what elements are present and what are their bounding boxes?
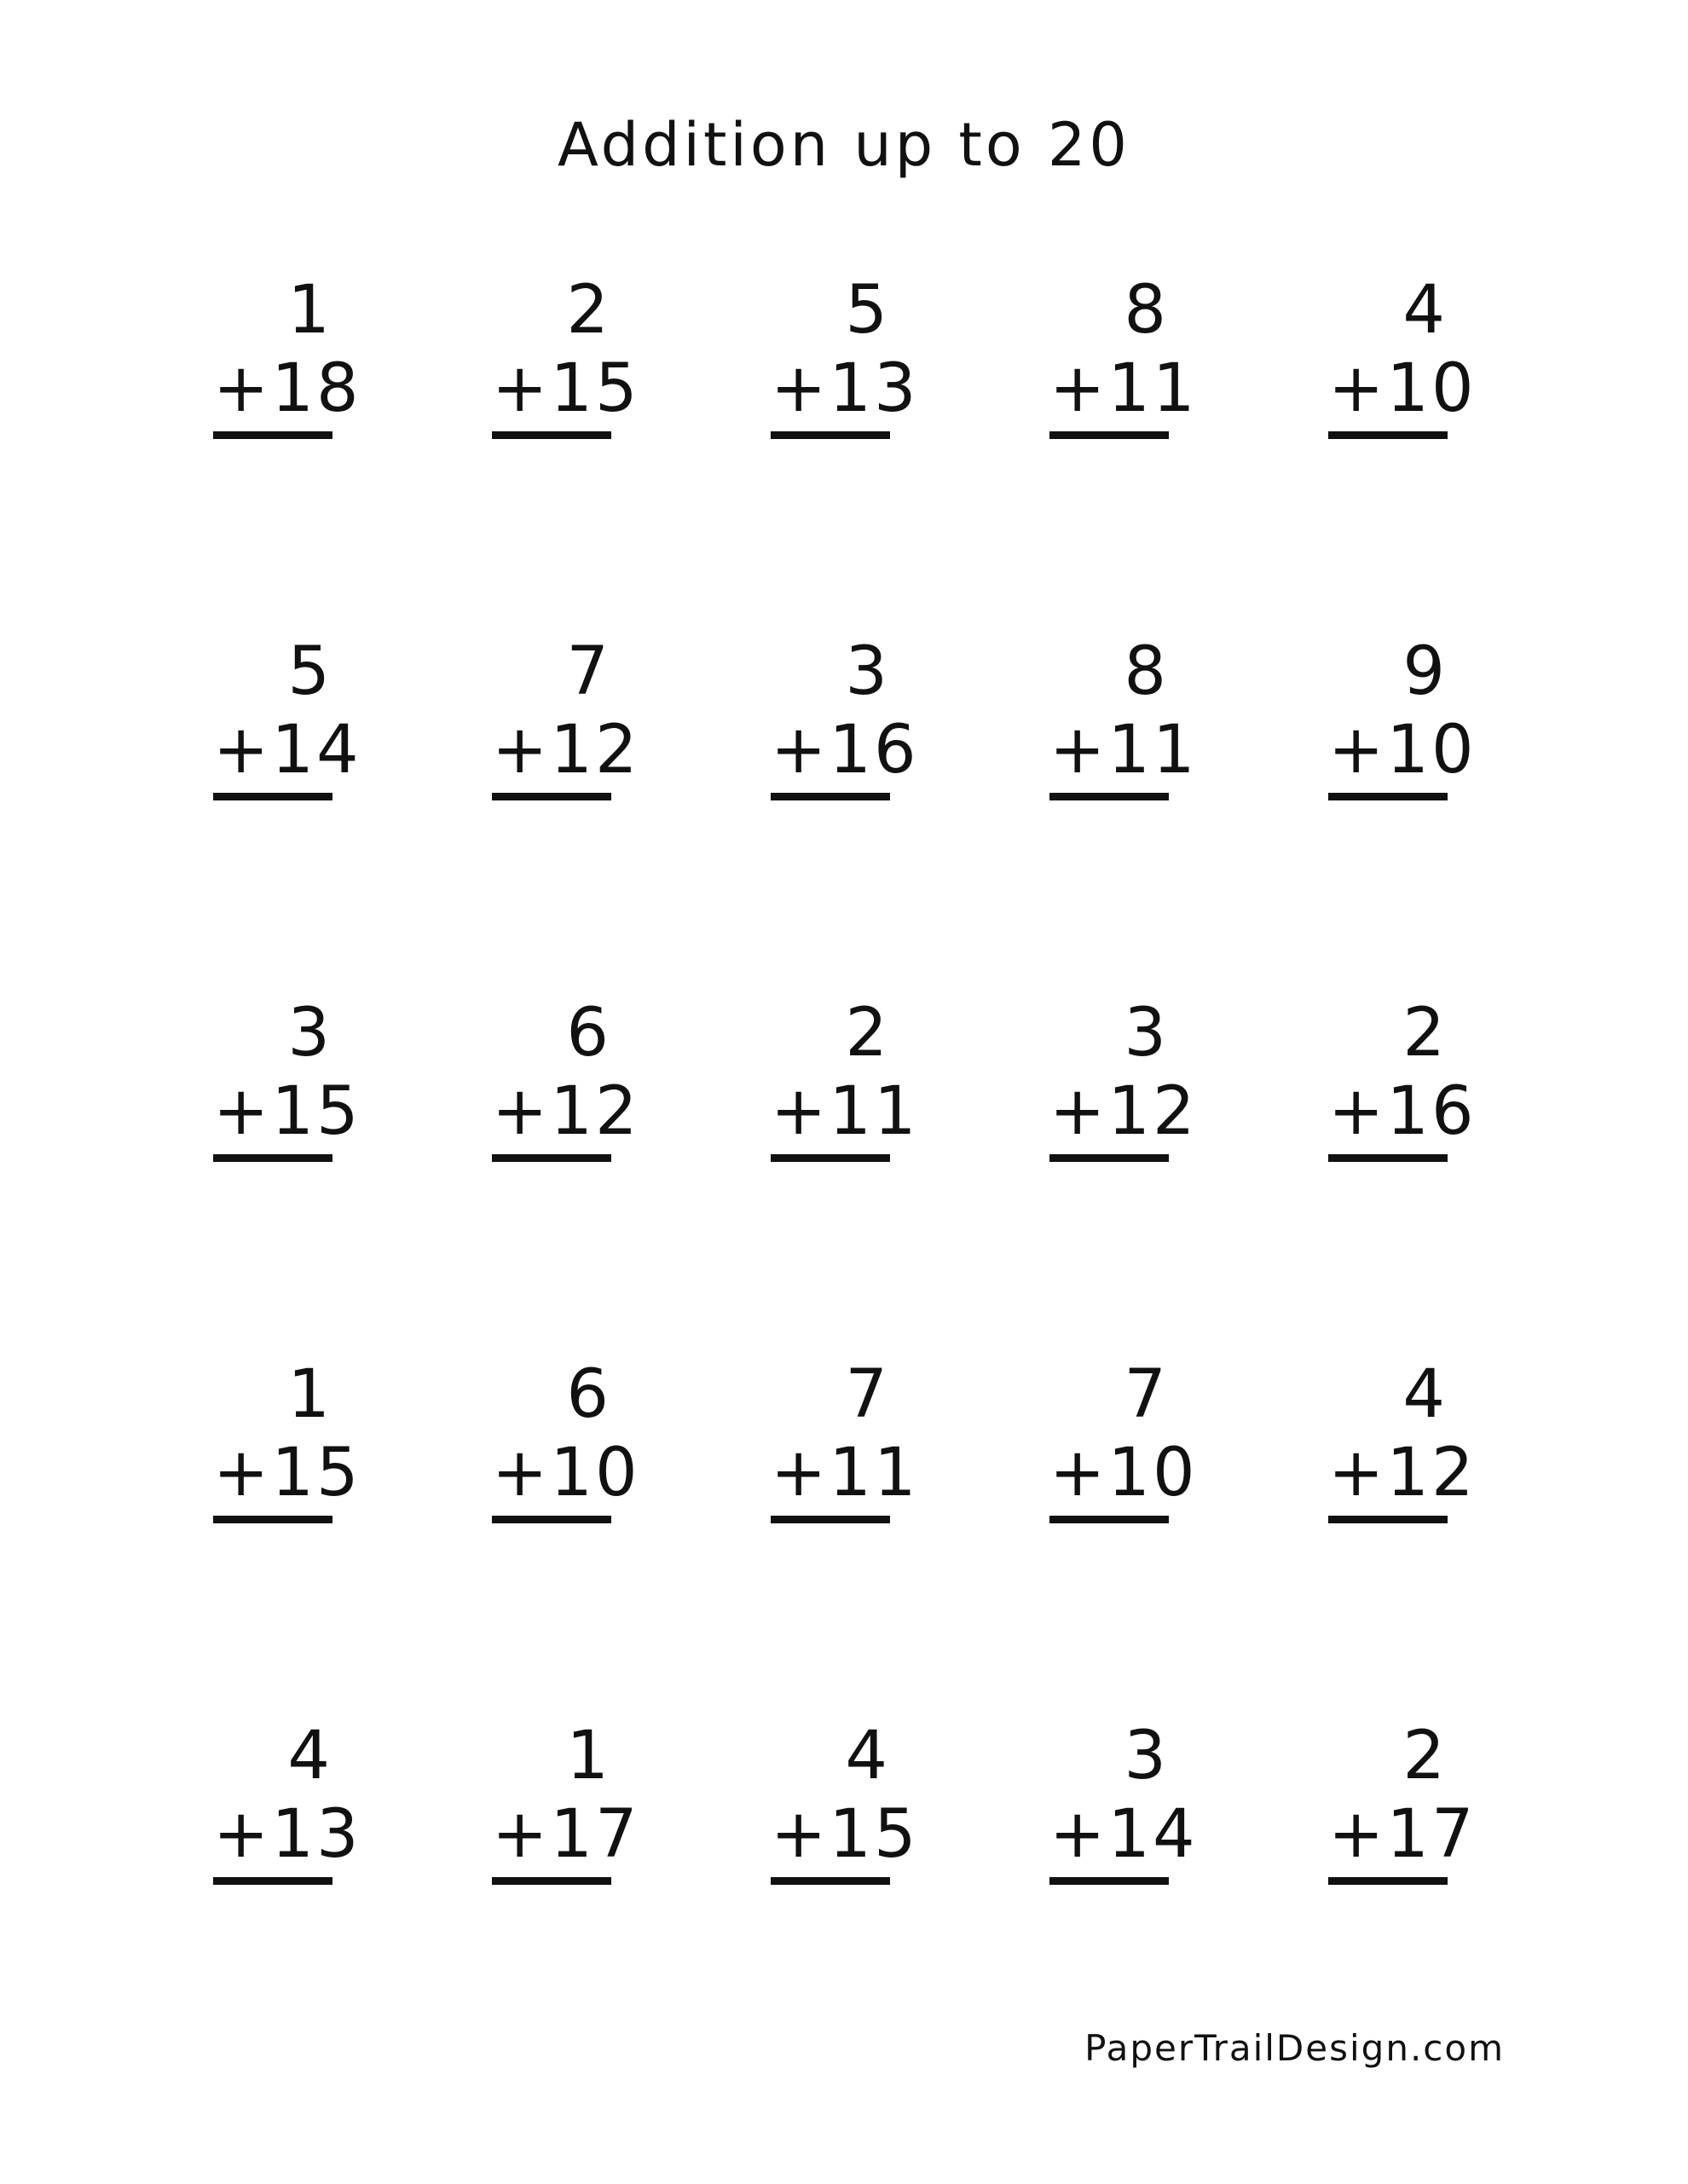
answer-line xyxy=(213,1877,332,1885)
addition-problem xyxy=(213,271,361,633)
addend-top: 2 xyxy=(566,272,611,349)
addition-problem xyxy=(1328,271,1477,633)
addend-top: 3 xyxy=(1124,1718,1169,1794)
addend-top: 3 xyxy=(845,633,890,710)
addition-problem xyxy=(213,633,361,994)
answer-line xyxy=(492,1877,611,1885)
addend-bottom: +11 xyxy=(1049,350,1198,427)
addend-top: 7 xyxy=(566,633,611,710)
addend-bottom: +13 xyxy=(771,350,919,427)
addition-problem xyxy=(771,633,919,994)
addition-problem xyxy=(213,1355,361,1717)
answer-line xyxy=(1049,1154,1169,1162)
addition-problem xyxy=(213,994,361,1355)
addend-top: 7 xyxy=(845,1356,890,1433)
answer-line xyxy=(1049,1877,1169,1885)
addition-problem xyxy=(1049,1355,1198,1717)
addition-problem xyxy=(1049,633,1198,994)
answer-line xyxy=(213,793,332,800)
answer-line xyxy=(1049,431,1169,439)
addend-bottom: +17 xyxy=(1328,1796,1477,1873)
answer-line xyxy=(492,1154,611,1162)
addend-bottom: +14 xyxy=(213,712,361,789)
addition-problem xyxy=(771,1717,919,2078)
answer-line xyxy=(1049,1516,1169,1523)
addend-bottom: +16 xyxy=(771,712,919,789)
addend-top: 5 xyxy=(287,633,332,710)
addend-top: 2 xyxy=(1402,1718,1448,1794)
addend-top: 2 xyxy=(845,995,890,1072)
addend-top: 3 xyxy=(287,995,332,1072)
addend-top: 8 xyxy=(1124,272,1169,349)
addend-top: 4 xyxy=(1402,1356,1448,1433)
addend-bottom: +14 xyxy=(1049,1796,1198,1873)
addend-top: 1 xyxy=(287,272,332,349)
addend-top: 5 xyxy=(845,272,890,349)
addend-bottom: +16 xyxy=(1328,1073,1477,1150)
answer-line xyxy=(1328,1516,1448,1523)
addend-bottom: +12 xyxy=(492,1073,640,1150)
answer-line xyxy=(771,431,890,439)
addition-problem xyxy=(771,994,919,1355)
addend-top: 4 xyxy=(1402,272,1448,349)
addend-top: 7 xyxy=(1124,1356,1169,1433)
addend-top: 4 xyxy=(845,1718,890,1794)
answer-line xyxy=(1049,793,1169,800)
addition-problem xyxy=(492,1355,640,1717)
addition-problem xyxy=(492,994,640,1355)
addend-top: 1 xyxy=(566,1718,611,1794)
addition-problem xyxy=(1328,994,1477,1355)
answer-line xyxy=(1328,431,1448,439)
answer-line xyxy=(1328,793,1448,800)
answer-line xyxy=(492,1516,611,1523)
addend-top: 1 xyxy=(287,1356,332,1433)
answer-line xyxy=(1328,1154,1448,1162)
worksheet-title: Addition up to 20 xyxy=(558,110,1130,180)
problem-grid xyxy=(213,271,1477,2078)
answer-line xyxy=(492,793,611,800)
addition-problem xyxy=(1328,1717,1477,2078)
addend-bottom: +17 xyxy=(492,1796,640,1873)
addend-top: 2 xyxy=(1402,995,1448,1072)
addition-problem xyxy=(1049,1717,1198,2078)
addition-problem xyxy=(492,633,640,994)
addend-bottom: +13 xyxy=(213,1796,361,1873)
addition-problem xyxy=(492,271,640,633)
answer-line xyxy=(771,793,890,800)
addend-bottom: +10 xyxy=(492,1435,640,1511)
addition-problem xyxy=(1328,633,1477,994)
addition-problem xyxy=(1049,271,1198,633)
addition-problem xyxy=(213,1717,361,2078)
addition-problem xyxy=(771,1355,919,1717)
addition-problem xyxy=(1049,994,1198,1355)
addend-bottom: +15 xyxy=(213,1435,361,1511)
answer-line xyxy=(213,1516,332,1523)
answer-line xyxy=(771,1877,890,1885)
answer-line xyxy=(492,431,611,439)
addend-top: 4 xyxy=(287,1718,332,1794)
addend-bottom: +10 xyxy=(1328,350,1477,427)
footer-site-name: PaperTrailDesign.com xyxy=(1084,2027,1505,2069)
addend-bottom: +10 xyxy=(1328,712,1477,789)
addend-bottom: +12 xyxy=(492,712,640,789)
addend-bottom: +12 xyxy=(1328,1435,1477,1511)
answer-line xyxy=(213,1154,332,1162)
addend-top: 6 xyxy=(566,995,611,1072)
addition-problem xyxy=(1328,1355,1477,1717)
addend-bottom: +11 xyxy=(771,1073,919,1150)
addition-problem xyxy=(771,271,919,633)
answer-line xyxy=(771,1154,890,1162)
addend-bottom: +15 xyxy=(213,1073,361,1150)
addend-bottom: +10 xyxy=(1049,1435,1198,1511)
addend-top: 9 xyxy=(1402,633,1448,710)
addend-top: 3 xyxy=(1124,995,1169,1072)
answer-line xyxy=(1328,1877,1448,1885)
addend-bottom: +18 xyxy=(213,350,361,427)
addend-top: 6 xyxy=(566,1356,611,1433)
addend-bottom: +15 xyxy=(771,1796,919,1873)
addend-bottom: +12 xyxy=(1049,1073,1198,1150)
answer-line xyxy=(771,1516,890,1523)
addend-bottom: +11 xyxy=(1049,712,1198,789)
addend-bottom: +11 xyxy=(771,1435,919,1511)
addition-problem xyxy=(492,1717,640,2078)
addend-top: 8 xyxy=(1124,633,1169,710)
addend-bottom: +15 xyxy=(492,350,640,427)
answer-line xyxy=(213,431,332,439)
